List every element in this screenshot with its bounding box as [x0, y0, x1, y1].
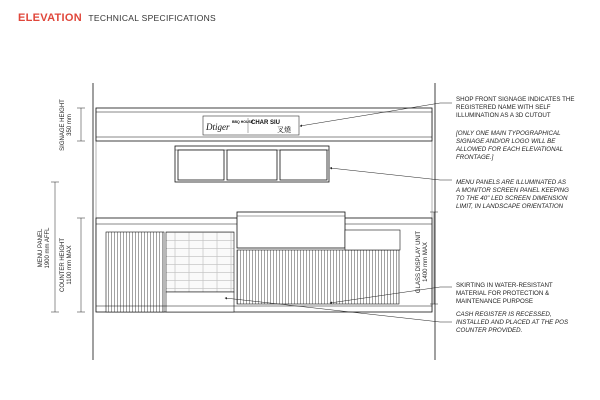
note-menu-panels: MENU PANELS ARE ILLUMINATED AS A MONITOR SCREEN PANEL KEEPING TO THE 40" LED SCREEN DIMENSION LIMIT, IN LANDSCAPE ORIENTATION [456, 179, 569, 210]
note-signage-limit: [ONLY ONE MAIN TYPOGRAPHICAL SIGNAGE AND/OR LOGO WILL BE ALLOWED FOR EACH ELEVATIONAL FRONTAGE.] [456, 130, 564, 161]
dim-menu-label: MENU PANEL [38, 228, 44, 268]
dim-counter-value: 1100 mm MAX [67, 245, 73, 285]
counter-tile-panel [166, 232, 234, 292]
note-signage: SHOP FRONT SIGNAGE INDICATES THE REGISTERED NAME WITH SELF ILLUMINATION AS A 3D CUTOUT [456, 96, 575, 119]
signage-brand-script: Dtiger [206, 122, 230, 132]
menu-panels [175, 146, 329, 182]
dim-signage-label: SIGNAGE HEIGHT [60, 99, 66, 151]
note-skirting: SKIRTING IN WATER-RESISTANT MATERIAL FOR PROTECTION & MAINTENANCE PURPOSE [456, 282, 553, 305]
dim-glass-label: GLASS DISPLAY UNIT [416, 230, 422, 294]
signage-chinese: 叉燒 [277, 126, 291, 134]
menu-panel-1 [178, 150, 224, 180]
cash-register-recess [166, 292, 234, 312]
dim-menu-value: 1900 mm AFFL [45, 227, 51, 269]
counter-slat-panel-right [237, 250, 399, 304]
page-title: ELEVATION [18, 12, 83, 24]
signage-band [96, 108, 432, 141]
page-subtitle: TECHNICAL SPECIFICATIONS [88, 13, 217, 23]
menu-panel-2 [227, 150, 277, 180]
dim-signage-value: 350 mm [67, 114, 73, 136]
counter-slat-panel-left [106, 232, 164, 312]
signage-brand-sub: BBQ HOUSE [232, 120, 254, 124]
signage-brand-text: CHAR SIU [251, 120, 281, 126]
glass-display-unit [237, 212, 345, 248]
note-cash-register: CASH REGISTER IS RECESSED, INSTALLED AND PLACED AT THE POS COUNTER PROVIDED. [456, 311, 569, 334]
menu-panel-3 [280, 150, 327, 180]
dim-glass-value: 1400 mm MAX [423, 242, 429, 282]
counter [96, 212, 432, 312]
dim-counter-label: COUNTER HEIGHT [60, 238, 66, 292]
